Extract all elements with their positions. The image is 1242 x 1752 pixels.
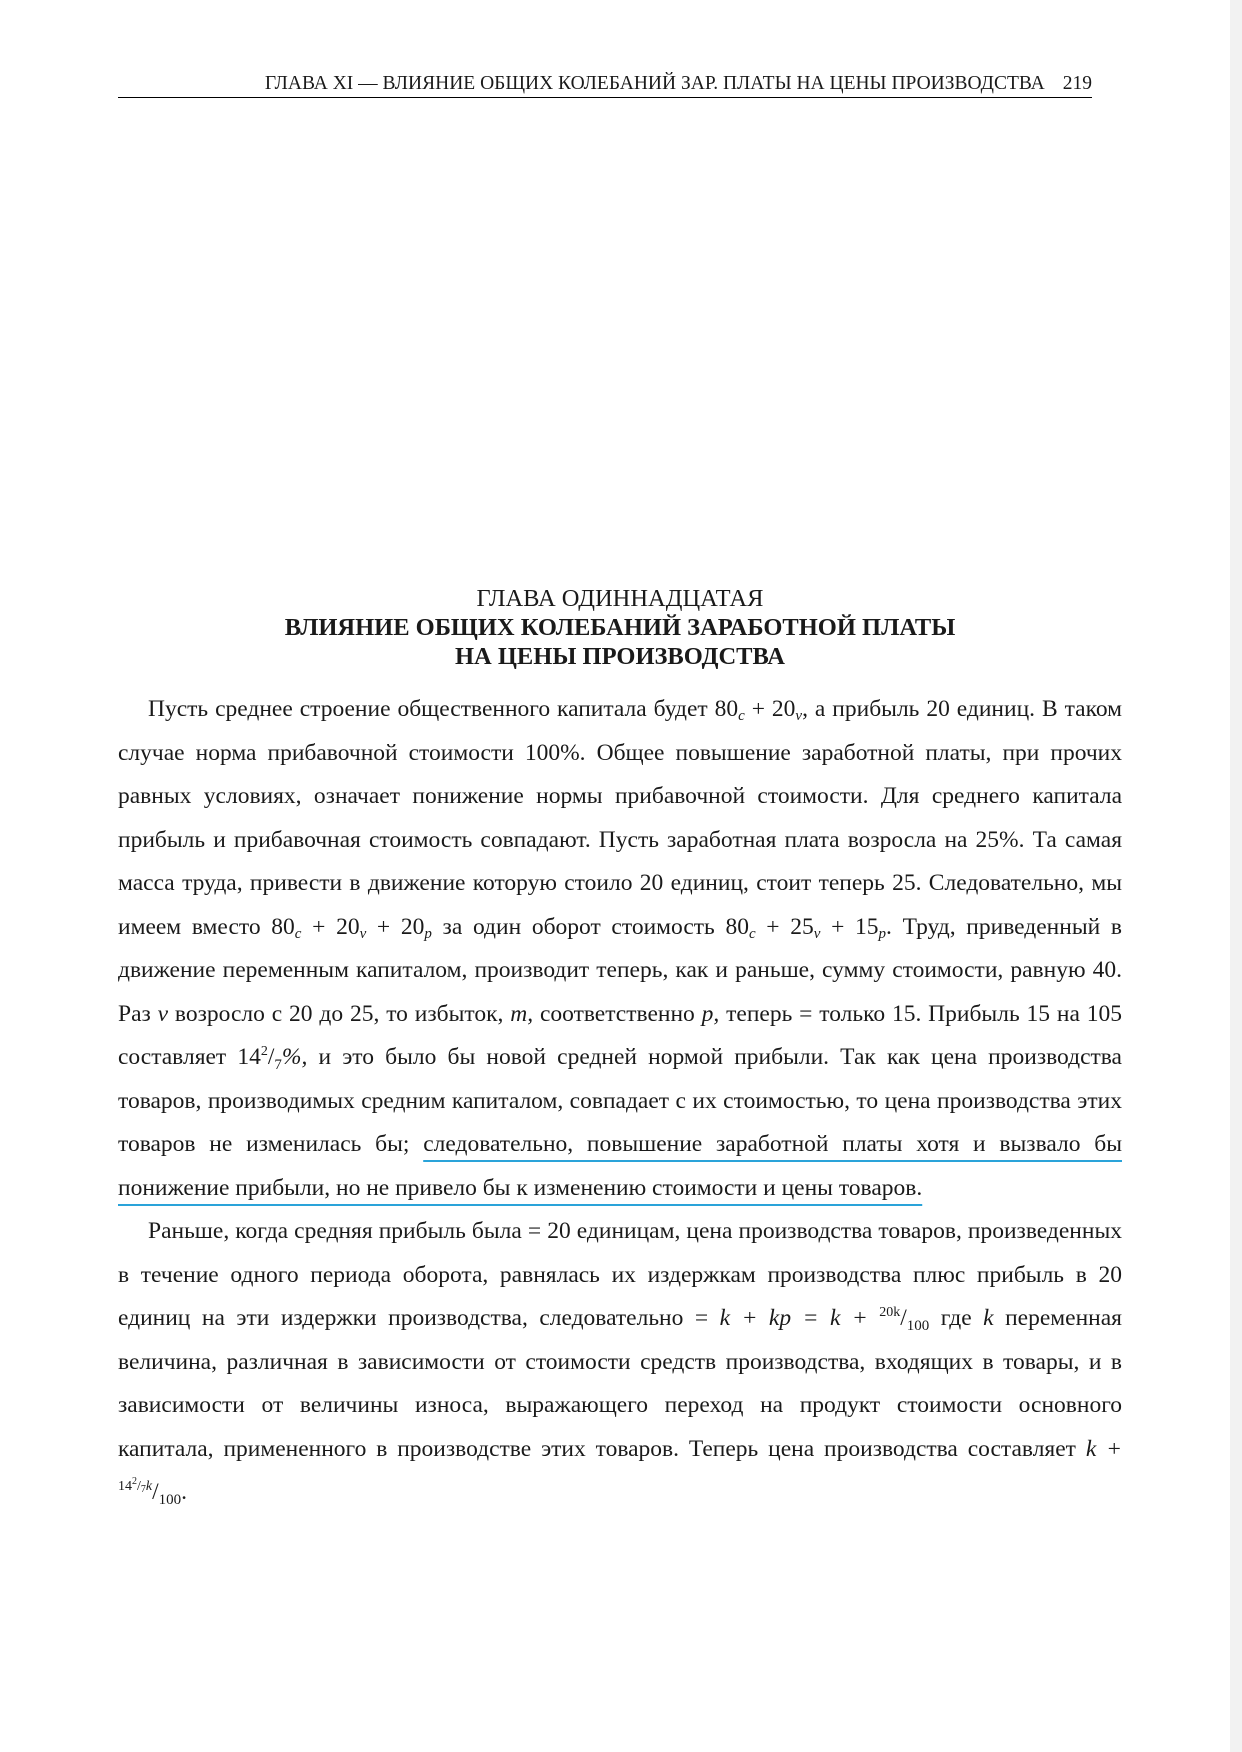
subscript: p [878, 925, 887, 942]
running-head-title: ГЛАВА XI — ВЛИЯНИЕ ОБЩИХ КОЛЕБАНИЙ ЗАР. ПЛАТЫ НА ЦЕНЫ ПРОИЗВОДСТВА [264, 73, 1045, 94]
body-text [118, 688, 1122, 1515]
superscript: 2 [132, 1476, 137, 1487]
chapter-label: ГЛАВА ОДИННАДЦАТАЯ [476, 585, 764, 612]
text: , а прибыль 20 единиц. В таком случае норма прибавочной стоимости 100%. Общее повышение заработной платы, при прочих равных условиях, означает понижение нормы прибавочной стоимости. Для среднего капитала прибыль и прибавочная стоимость совпадают. Пусть заработная плата возросла на 25%. Та самая масса труда, привести в движение которую стоило 20 единиц, стоит теперь 25. Следовательно, мы имеем вместо 80 [118, 696, 1122, 940]
text: 14 [118, 1479, 132, 1494]
text: / [267, 1044, 275, 1070]
text: за один оборот стоимость 80 [431, 913, 749, 940]
subscript: v [359, 925, 367, 942]
superscript: 2 [260, 1044, 268, 1059]
text: + 20 [366, 913, 425, 940]
subscript: 100 [906, 1318, 930, 1334]
text: переменная величина, различная в зависимости от стоимости средств производства, входящих в товары, и в зависимости от величины износа, выражающего переход на продукт стоимости основного капитала, примененного в производстве этих товаров. Теперь цена производства составляет [118, 1305, 1122, 1462]
italic-variable: k [145, 1479, 153, 1494]
text: + 20 [301, 913, 360, 940]
chapter-title-line-2: НА ЦЕНЫ ПРОИЗВОДСТВА [455, 643, 785, 670]
subscript: c [738, 708, 745, 724]
chapter-heading [118, 584, 1122, 671]
subscript: v [795, 708, 803, 724]
italic-variable: v [157, 1000, 169, 1027]
subscript: v [813, 925, 821, 942]
italic-text: %, [281, 1044, 308, 1070]
text: / [152, 1479, 159, 1505]
subscript: 7 [274, 1057, 282, 1073]
page-edge [1230, 0, 1242, 1752]
italic-variable: m, [510, 1000, 534, 1027]
formula: k + [1085, 1435, 1122, 1462]
text: / [900, 1305, 907, 1331]
page-number: 219 [1062, 73, 1092, 94]
paragraph-2 [118, 1210, 1122, 1515]
text: Раньше, когда средняя прибыль была = 20 единицам, цена производства товаров, произведенных в течение одного периода оборота, равнялась их издержкам производства плюс прибыль в 20 единиц на эти издержки производства, следовательно = [118, 1218, 1122, 1331]
text: + 15 [820, 913, 879, 940]
running-head [118, 72, 1092, 98]
text: Пусть среднее строение общественного капитала будет 80 [148, 696, 739, 722]
subscript: 7 [140, 1484, 146, 1495]
chapter-title-line-1: ВЛИЯНИЕ ОБЩИХ КОЛЕБАНИЙ ЗАРАБОТНОЙ ПЛАТЫ [284, 614, 956, 641]
subscript: p [424, 925, 432, 942]
paragraph-1 [118, 688, 1122, 1210]
subscript: 100 [158, 1492, 182, 1508]
italic-variable: k [983, 1305, 994, 1331]
text: соответственно [533, 1000, 702, 1027]
text: и это было бы новой средней нормой прибыли. Так как цена производства товаров, производимых средним капиталом, совпадает с их стоимостью, то цена производства этих товаров не изменилась бы; [118, 1044, 1122, 1157]
text: . Труд, приведенный в движение переменным капиталом, производит теперь, как и раньше, сумму стоимости, равную 40. Раз [118, 913, 1122, 1027]
superscript-fraction [118, 1476, 153, 1495]
text: теперь = только 15. Прибыль 15 на 105 составляет 14 [118, 1000, 1122, 1070]
text: + 25 [755, 913, 814, 940]
text: / [137, 1479, 141, 1494]
formula: k + kp = k + [719, 1305, 880, 1331]
subscript: c [748, 925, 756, 942]
superscript: 20k [879, 1305, 901, 1320]
subscript: c [294, 925, 302, 942]
text: возросло с 20 до 25, то избыток, [168, 1000, 511, 1027]
text: . [181, 1479, 188, 1505]
text: + 20 [744, 696, 796, 722]
text: где [929, 1305, 984, 1331]
highlighted-passage[interactable]: следовательно, повышение заработной платы хотя и вызвало бы понижение прибыли, но не привело бы к изменению стоимости и цены товаров. [118, 1131, 1122, 1201]
italic-variable: p, [701, 1000, 720, 1027]
